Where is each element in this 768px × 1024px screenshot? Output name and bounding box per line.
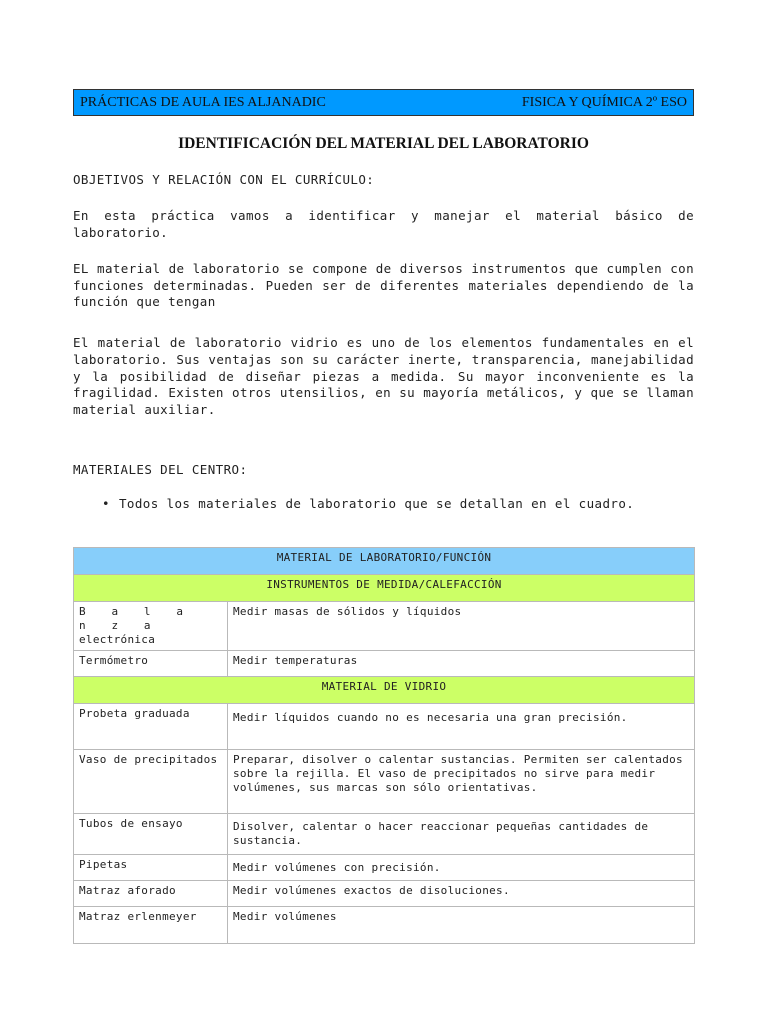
document-title: IDENTIFICACIÓN DEL MATERIAL DEL LABORATORIO: [178, 135, 589, 152]
intro-paragraph: En esta práctica vamos a identificar y manejar el material básico de laboratorio.: [73, 208, 694, 240]
document-header-bar: [73, 89, 694, 116]
table-main-header-row: [74, 548, 695, 575]
objectives-heading: OBJETIVOS Y RELACIÓN CON EL CURRÍCULO:: [73, 172, 375, 187]
function-cell: Medir volúmenes: [228, 907, 695, 944]
function-cell: Medir volúmenes con precisión.: [228, 855, 695, 881]
item-cell: Probeta graduada: [74, 704, 228, 750]
function-cell: Medir líquidos cuando no es necesaria una gran precisión.: [228, 704, 695, 750]
header-school-name: PRÁCTICAS DE AULA IES ALJANADIC: [80, 94, 326, 110]
item-cell: Matraz erlenmeyer: [74, 907, 228, 944]
materials-list: [73, 496, 694, 513]
function-cell: Medir volúmenes exactos de disoluciones.: [228, 881, 695, 907]
materials-heading: MATERIALES DEL CENTRO:: [73, 462, 248, 477]
laboratory-material-table: [73, 547, 695, 944]
table-row: [74, 651, 695, 677]
table-row: [74, 907, 695, 944]
list-item: • Todos los materiales de laboratorio que se detallan en el cuadro.: [102, 496, 635, 511]
table-row: [74, 855, 695, 881]
function-cell: Medir masas de sólidos y líquidos: [228, 602, 695, 651]
table-main-header: MATERIAL DE LABORATORIO/FUNCIÓN: [74, 548, 695, 575]
section-glass-header: MATERIAL DE VIDRIO: [74, 677, 695, 704]
item-cell: Pipetas: [74, 855, 228, 881]
glass-material-paragraph: El material de laboratorio vidrio es uno de los elementos fundamentales en el laboratorio. Sus ventajas son su carácter inerte, transparencia, manejabilidad y la posibilidad de diseñar piezas a medida. Su mayor inconveniente es la fragilidad. Existen otros utensilios, en su mayoría metálicos, y que se llaman material auxiliar.: [73, 335, 694, 418]
item-cell: Vaso de precipitados: [74, 750, 228, 814]
item-cell: Termómetro: [74, 651, 228, 677]
item-cell: Tubos de ensayo: [74, 814, 228, 855]
function-cell: Disolver, calentar o hacer reaccionar pequeñas cantidades de sustancia.: [228, 814, 695, 855]
material-description-paragraph: EL material de laboratorio se compone de diversos instrumentos que cumplen con funciones determinadas. Pueden ser de diferentes materiales dependiendo de la función que tengan: [73, 261, 694, 309]
bullet-icon: •: [102, 496, 110, 511]
header-subject: FISICA Y QUÍMICA 2º ESO: [521, 94, 687, 110]
table-section-row: [74, 677, 695, 704]
item-cell: Matraz aforado: [74, 881, 228, 907]
function-cell: Medir temperaturas: [228, 651, 695, 677]
table-section-row: [74, 575, 695, 602]
item-cell: B a l a n z a electrónica: [74, 602, 228, 651]
table-row: [74, 602, 695, 651]
section-measurement-header: INSTRUMENTOS DE MEDIDA/CALEFACCIÓN: [74, 575, 695, 602]
table-row: [74, 704, 695, 750]
table-row: [74, 814, 695, 855]
table-row: [74, 881, 695, 907]
table-row: [74, 750, 695, 814]
function-cell: Preparar, disolver o calentar sustancias. Permiten ser calentados sobre la rejilla. El vaso de precipitados no sirve para medir volúmenes, sus marcas son sólo orientativas.: [228, 750, 695, 814]
